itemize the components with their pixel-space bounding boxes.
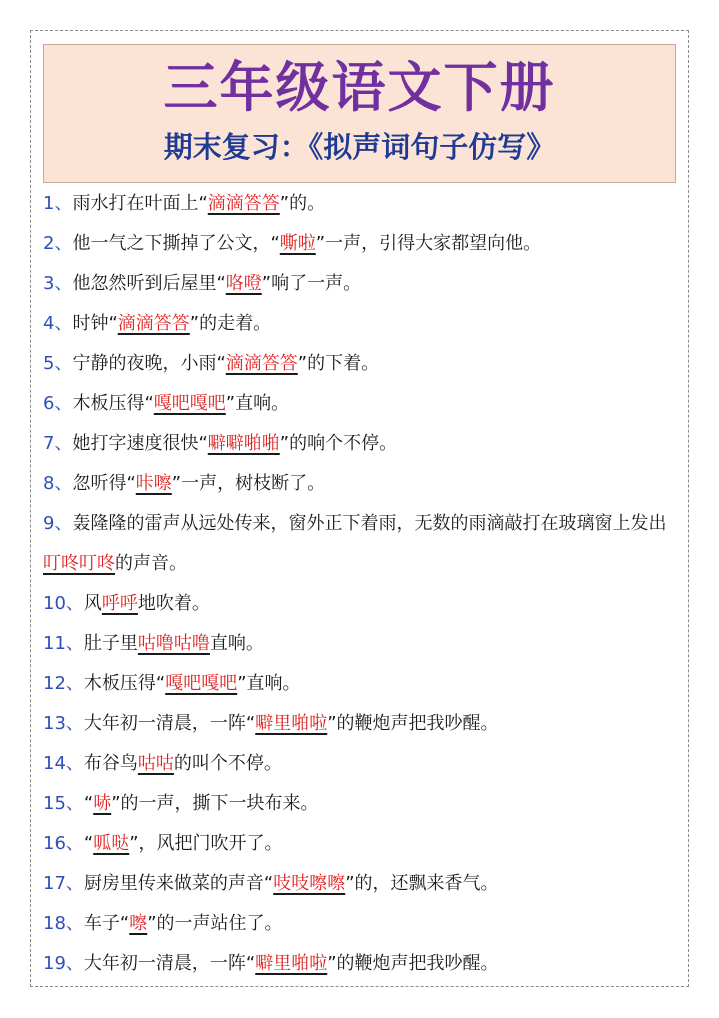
item-text-after: ”一声，引得大家都望向他。 xyxy=(315,233,542,254)
item-text-after: ”的鞭炮声把我吵醒。 xyxy=(327,953,499,974)
list-item xyxy=(43,784,673,824)
item-text-after: ”的响个不停。 xyxy=(279,433,398,454)
item-text-after: ”一声，树枝断了。 xyxy=(171,473,326,494)
item-number: 14、 xyxy=(43,753,84,774)
onomatopoeia-word: 噼噼啪啪 xyxy=(207,433,280,454)
onomatopoeia-word: 呱哒 xyxy=(93,833,130,854)
onomatopoeia-word: 噼里啪啦 xyxy=(255,953,328,974)
item-text-before: 宁静的夜晚，小雨“ xyxy=(72,353,226,374)
onomatopoeia-word: 滴滴答答 xyxy=(207,193,280,214)
item-text-before: 轰隆隆的雷声从远处传来，窗外正下着雨，无数的雨滴敲打在玻璃窗上发出 xyxy=(72,513,667,534)
list-item xyxy=(43,344,673,384)
list-item xyxy=(43,584,673,624)
item-text-after: 的声音。 xyxy=(115,553,187,574)
item-number: 3、 xyxy=(43,273,73,294)
item-text-before: 木板压得“ xyxy=(83,673,166,694)
item-number: 18、 xyxy=(43,913,84,934)
item-text-after: ”的一声站住了。 xyxy=(147,913,283,934)
item-text-after: ”的鞭炮声把我吵醒。 xyxy=(327,713,499,734)
onomatopoeia-word: 嚓 xyxy=(129,913,148,934)
onomatopoeia-word: 滴滴答答 xyxy=(225,353,298,374)
list-item xyxy=(43,704,673,744)
list-item xyxy=(43,744,673,784)
onomatopoeia-word: 噼里啪啦 xyxy=(255,713,328,734)
onomatopoeia-word: 吱吱嚓嚓 xyxy=(273,873,346,894)
list-item xyxy=(43,904,673,944)
onomatopoeia-word: 咯噔 xyxy=(225,273,262,294)
list-item xyxy=(43,424,673,464)
item-text-before: 车子“ xyxy=(83,913,130,934)
item-text-after: ”直响。 xyxy=(237,673,301,694)
list-item xyxy=(43,624,673,664)
item-text-before: 木板压得“ xyxy=(72,393,154,414)
item-number: 2、 xyxy=(43,233,73,254)
item-text-after: ”，风把门吹开了。 xyxy=(129,833,283,854)
item-number: 9、 xyxy=(43,513,73,534)
item-text-before: 他忽然听到后屋里“ xyxy=(72,273,226,294)
item-number: 12、 xyxy=(43,673,84,694)
list-item xyxy=(43,384,673,424)
onomatopoeia-word: 咔嚓 xyxy=(135,473,172,494)
item-number: 4、 xyxy=(43,313,73,334)
onomatopoeia-word: 呼呼 xyxy=(101,593,138,614)
item-text-after: ”的下着。 xyxy=(297,353,380,374)
item-text-after: 地吹着。 xyxy=(137,593,210,614)
list-item xyxy=(43,464,673,504)
item-text-before: 她打字速度很快“ xyxy=(72,433,208,454)
item-text-after: ”响了一声。 xyxy=(261,273,362,294)
item-number: 11、 xyxy=(43,633,84,654)
item-text-after: ”的一声，撕下一块布来。 xyxy=(111,793,319,814)
item-text-before: 时钟“ xyxy=(72,313,118,334)
item-text-before: 风 xyxy=(83,593,102,614)
list-item xyxy=(43,864,673,904)
item-number: 17、 xyxy=(43,873,84,894)
item-number: 19、 xyxy=(43,953,84,974)
item-number: 8、 xyxy=(43,473,73,494)
item-text-before: “ xyxy=(83,833,94,854)
page-title: 三年级语文下册 xyxy=(163,55,556,119)
list-item xyxy=(43,184,673,224)
page-subtitle: 期末复习：《拟声词句子仿写》 xyxy=(163,130,556,164)
item-text-before: 他一气之下撕掉了公文，“ xyxy=(72,233,280,254)
list-item xyxy=(43,264,673,304)
onomatopoeia-word: 滴滴答答 xyxy=(117,313,190,334)
item-text-before: 肚子里 xyxy=(83,633,138,654)
list-item xyxy=(43,824,673,864)
item-number: 1、 xyxy=(43,193,73,214)
onomatopoeia-word: 叮咚叮咚 xyxy=(43,553,115,574)
item-text-before: 厨房里传来做菜的声音“ xyxy=(83,873,274,894)
item-text-after: 直响。 xyxy=(209,633,264,654)
item-text-after: ”的，还飘来香气。 xyxy=(345,873,499,894)
item-text-after: ”的。 xyxy=(279,193,326,214)
item-number: 6、 xyxy=(43,393,73,414)
onomatopoeia-word: 咕咕 xyxy=(137,753,174,774)
onomatopoeia-word: 嘎吧嘎吧 xyxy=(165,673,238,694)
item-text-before: 忽听得“ xyxy=(72,473,136,494)
sentence-list xyxy=(43,184,673,984)
list-item xyxy=(43,664,673,704)
item-text-after: 的叫个不停。 xyxy=(173,753,282,774)
item-number: 5、 xyxy=(43,353,73,374)
item-number: 15、 xyxy=(43,793,84,814)
item-text-before: 大年初一清晨，一阵“ xyxy=(83,713,256,734)
list-item xyxy=(43,944,673,984)
list-item xyxy=(43,224,673,264)
onomatopoeia-word: 咕噜咕噜 xyxy=(137,633,210,654)
onomatopoeia-word: 嘎吧嘎吧 xyxy=(153,393,226,414)
onomatopoeia-word: 哧 xyxy=(93,793,112,814)
item-text-before: 大年初一清晨，一阵“ xyxy=(83,953,256,974)
item-number: 16、 xyxy=(43,833,84,854)
item-text-before: 布谷鸟 xyxy=(83,753,138,774)
onomatopoeia-word: 嘶啦 xyxy=(279,233,316,254)
item-text-after: ”的走着。 xyxy=(189,313,272,334)
item-text-after: ”直响。 xyxy=(225,393,290,414)
item-number: 10、 xyxy=(43,593,84,614)
list-item xyxy=(43,304,673,344)
item-text-before: “ xyxy=(83,793,94,814)
item-text-before: 雨水打在叶面上“ xyxy=(72,193,208,214)
list-item xyxy=(43,504,673,584)
header-box xyxy=(43,44,676,183)
item-number: 13、 xyxy=(43,713,84,734)
item-number: 7、 xyxy=(43,433,73,454)
